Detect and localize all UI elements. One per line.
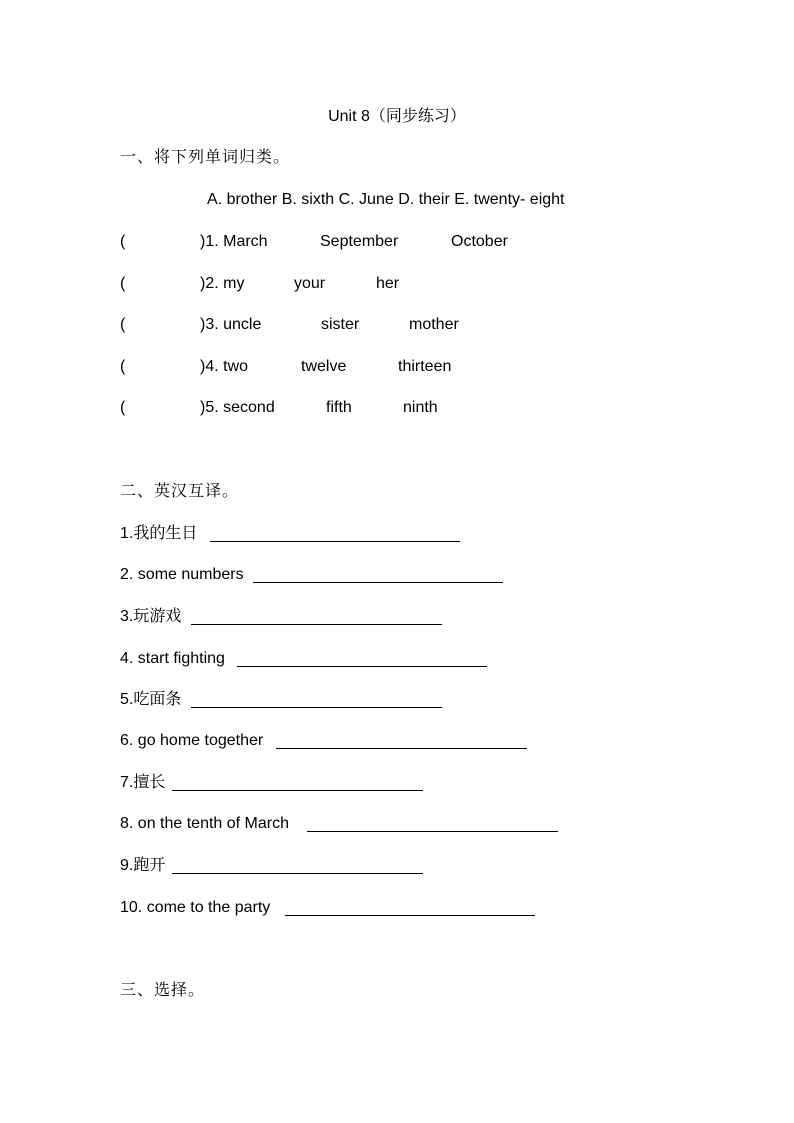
answer-blank[interactable] xyxy=(276,748,527,749)
answer-blank[interactable] xyxy=(172,873,423,874)
row-word-1: )5. second xyxy=(200,399,275,416)
section3-heading: 三、选择。 xyxy=(120,982,206,999)
translate-prompt: 6. go home together xyxy=(120,732,264,749)
translate-prompt: 3.玩游戏 xyxy=(120,608,182,625)
translate-prompt: 1.我的生日 xyxy=(120,525,198,542)
row-word-1: )2. my xyxy=(200,275,245,292)
row-word-3: ninth xyxy=(403,399,438,416)
row-word-1: )1. March xyxy=(200,233,268,250)
translate-prompt: 9.跑开 xyxy=(120,857,166,874)
answer-blank[interactable] xyxy=(210,541,460,542)
row-word-1: )3. uncle xyxy=(200,316,262,333)
row-word-3: October xyxy=(451,233,508,250)
row-word-2: sister xyxy=(321,316,360,333)
translate-prompt: 7.擅长 xyxy=(120,774,166,791)
row-word-3: thirteen xyxy=(398,358,452,375)
translate-prompt: 4. start fighting xyxy=(120,650,225,667)
page-title: Unit 8（同步练习） xyxy=(328,108,466,125)
row-word-2: twelve xyxy=(301,358,347,375)
section2-heading: 二、英汉互译。 xyxy=(120,483,240,500)
translate-prompt: 5.吃面条 xyxy=(120,691,182,708)
answer-blank[interactable] xyxy=(285,915,535,916)
answer-paren[interactable]: ( xyxy=(120,233,126,250)
row-word-3: her xyxy=(376,275,400,292)
answer-blank[interactable] xyxy=(307,831,558,832)
row-word-2: your xyxy=(294,275,326,292)
word-choices: A. brother B. sixth C. June D. their E. twenty- eight xyxy=(207,191,565,208)
row-word-2: fifth xyxy=(326,399,352,416)
section1-heading: 一、将下列单词归类。 xyxy=(120,149,291,166)
answer-blank[interactable] xyxy=(237,666,487,667)
answer-blank[interactable] xyxy=(253,582,503,583)
answer-paren[interactable]: ( xyxy=(120,275,126,292)
answer-blank[interactable] xyxy=(172,790,423,791)
answer-paren[interactable]: ( xyxy=(120,316,126,333)
translate-prompt: 2. some numbers xyxy=(120,566,244,583)
row-word-3: mother xyxy=(409,316,459,333)
row-word-1: )4. two xyxy=(200,358,249,375)
answer-blank[interactable] xyxy=(191,707,442,708)
answer-paren[interactable]: ( xyxy=(120,358,126,375)
answer-paren[interactable]: ( xyxy=(120,399,126,416)
answer-blank[interactable] xyxy=(191,624,442,625)
row-word-2: September xyxy=(320,233,399,250)
translate-prompt: 10. come to the party xyxy=(120,899,271,916)
translate-prompt: 8. on the tenth of March xyxy=(120,815,289,832)
